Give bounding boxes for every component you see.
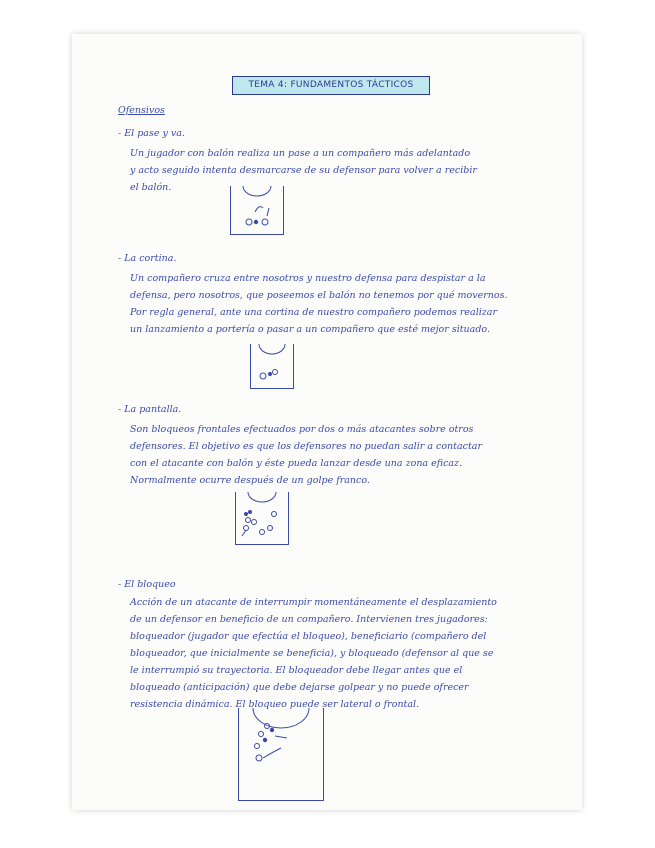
- bloqueo-diagram: [238, 708, 324, 801]
- notebook-page: [72, 34, 582, 810]
- court-sketch: [251, 344, 293, 388]
- text-line: defensores. El objetivo es que los defensores no puedan salir a contactar: [130, 441, 482, 452]
- pantalla-diagram: [235, 492, 289, 545]
- text-line: un lanzamiento a portería o pasar a un compañero que esté mejor situado.: [130, 324, 490, 335]
- text-line: y acto seguido intenta desmarcarse de su defensor para volver a recibir: [130, 165, 477, 176]
- item-heading-bloqueo: - El bloqueo: [118, 579, 176, 590]
- text-line: le interrumpió su trayectoria. El bloqueador debe llegar antes que el: [130, 665, 463, 676]
- pase-y-va-diagram: [230, 186, 284, 235]
- section-heading: Ofensivos: [118, 105, 165, 116]
- cortina-diagram: [250, 344, 294, 389]
- text-line: Normalmente ocurre después de un golpe franco.: [130, 475, 370, 486]
- text-line: resistencia dinámica. El bloqueo puede ser lateral o frontal.: [130, 699, 420, 710]
- text-line: el balón.: [130, 182, 172, 193]
- page-title: TEMA 4: FUNDAMENTOS TÁCTICOS: [232, 76, 430, 95]
- text-line: Un compañero cruza entre nosotros y nuestro defensa para despistar a la: [130, 273, 486, 284]
- text-line: Acción de un atacante de interrumpir momentáneamente el desplazamiento: [130, 597, 497, 608]
- court-sketch: [236, 492, 288, 544]
- text-line: defensa, pero nosotros, que poseemos el balón no tenemos por qué movernos.: [130, 290, 508, 301]
- item-heading-pantalla: - La pantalla.: [118, 404, 182, 415]
- court-sketch: [239, 708, 323, 800]
- text-line: Un jugador con balón realiza un pase a un compañero más adelantado: [130, 148, 471, 159]
- court-sketch: [231, 186, 283, 234]
- item-heading-cortina: - La cortina.: [118, 253, 177, 264]
- text-line: bloqueado (anticipación) que debe dejarse golpear y no puede ofrecer: [130, 682, 469, 693]
- text-line: con el atacante con balón y éste pueda lanzar desde una zona eficaz.: [130, 458, 463, 469]
- text-line: bloqueador, que inicialmente se beneficia), y bloqueado (defensor al que se: [130, 648, 494, 659]
- text-line: de un defensor en beneficio de un compañero. Intervienen tres jugadores:: [130, 614, 488, 625]
- text-line: bloqueador (jugador que efectúa el bloqueo), beneficiario (compañero del: [130, 631, 487, 642]
- item-heading-pase-y-va: - El pase y va.: [118, 128, 185, 139]
- text-line: Por regla general, ante una cortina de nuestro compañero podemos realizar: [130, 307, 497, 318]
- text-line: Son bloqueos frontales efectuados por dos o más atacantes sobre otros: [130, 424, 474, 435]
